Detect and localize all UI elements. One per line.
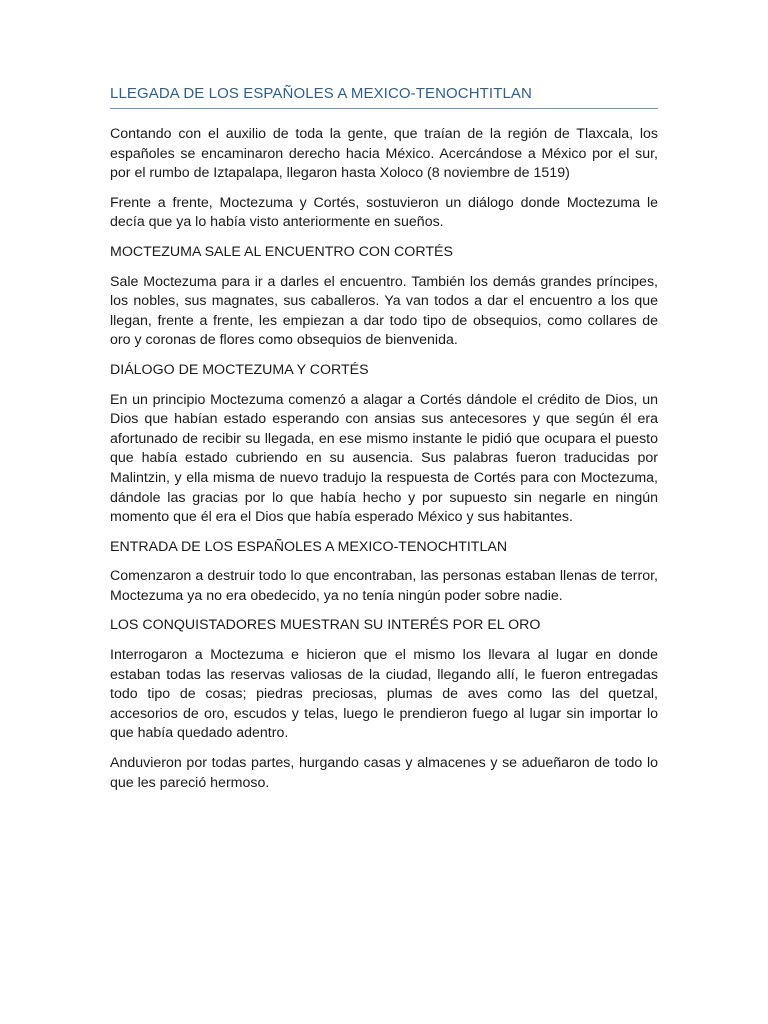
- oro-paragraph: Interrogaron a Moctezuma e hicieron que el mismo los llevara al lugar en donde estaban todas las reservas valiosas de la ciudad, llegando allí, le fueron entregadas todo tipo de cosas; piedras preciosas, plumas de aves como las del quetzal, accesorios de oro, escudos y telas, luego le prendieron fuego al lugar sin importar lo que había quedado adentro.: [110, 647, 658, 742]
- closing-paragraph: Anduvieron por todas partes, hurgando casas y almacenes y se adueñaron de todo lo que les pareció hermoso.: [110, 755, 658, 791]
- document-body: [110, 125, 658, 793]
- encuentro-paragraph: Sale Moctezuma para ir a darles el encuentro. También los demás grandes príncipes, los nobles, sus magnates, sus caballeros. Ya van todos a dar el encuentro a los que llegan, frente a frente, les empiezan a dar todo tipo de obsequios, como collares de oro y coronas de flores como obsequios de bienvenida.: [110, 273, 658, 349]
- section-heading-oro: LOS CONQUISTADORES MUESTRAN SU INTERÉS POR EL ORO: [110, 617, 541, 634]
- dialogo-paragraph: En un principio Moctezuma comenzó a alagar a Cortés dándole el crédito de Dios, un Dios que habían estado esperando con ansias sus antecesores y que según él era afortunado de recibir su llegada, en ese mismo instante le pidió que ocupara el puesto que había estado cubriendo en su ausencia. Sus palabras fueron traducidas por Malintzin, y ella misma de nuevo tradujo la respuesta de Cortés para con Moctezuma, dándole las gracias por lo que había hecho y por supuesto sin negarle en ningún momento que él era el Dios que había esperado México y sus habitantes.: [110, 391, 658, 526]
- entrada-paragraph: Comenzaron a destruir todo lo que encontraban, las personas estaban llenas de terror, Moctezuma ya no era obedecido, ya no tenía ningún poder sobre nadie.: [110, 568, 658, 604]
- intro-paragraph: Contando con el auxilio de toda la gente, que traían de la región de Tlaxcala, los españoles se encaminaron derecho hacia México. Acercándose a México por el sur, por el rumbo de Iztapalapa, llegaron hasta Xoloco (8 noviembre de 1519): [110, 126, 658, 182]
- document-page: [110, 84, 658, 803]
- document-title: LLEGADA DE LOS ESPAÑOLES A MEXICO-TENOCHTITLAN: [110, 84, 658, 109]
- dialogue-paragraph: Frente a frente, Moctezuma y Cortés, sostuvieron un diálogo donde Moctezuma le decía que ya lo había visto anteriormente en sueños.: [110, 194, 658, 231]
- section-heading-encuentro: MOCTEZUMA SALE AL ENCUENTRO CON CORTÉS: [110, 243, 453, 260]
- section-heading-entrada: ENTRADA DE LOS ESPAÑOLES A MEXICO-TENOCHTITLAN: [110, 538, 508, 555]
- section-heading-dialogo: DIÁLOGO DE MOCTEZUMA Y CORTÉS: [110, 361, 369, 378]
